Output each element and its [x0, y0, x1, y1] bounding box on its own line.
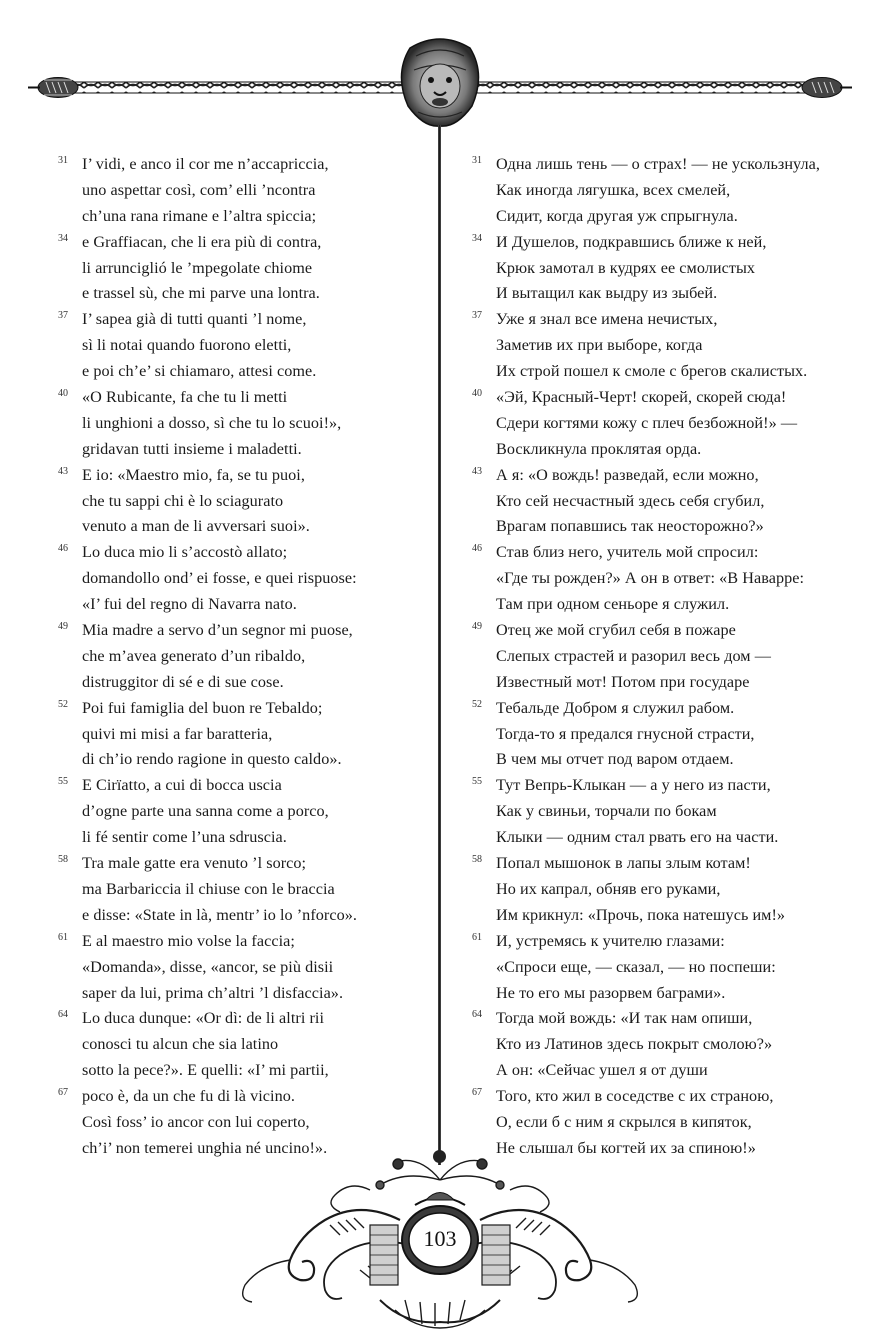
lion-mask	[401, 39, 478, 126]
tercet	[58, 230, 428, 308]
verse-line: li fé sentir come l’una sdruscia.	[82, 828, 287, 847]
verse-line: I’ sapea già di tutti quanti ’l nome,	[82, 310, 307, 329]
verse-line: di ch’io rendo ragione in questo caldo».	[82, 750, 342, 769]
verse-line: Попал мышонок в лапы злым котам!	[496, 854, 751, 873]
verse-line: E io: «Maestro mio, fa, se tu puoi,	[82, 465, 305, 484]
verse-line: Lo duca mio li s’accostò allato;	[82, 543, 288, 562]
tercet	[472, 230, 852, 308]
verse-line: Известный мот! Потом при государе	[496, 672, 750, 691]
verse-line: И Душелов, подкравшись ближе к ней,	[496, 232, 767, 251]
verse-line: О, если б с ним я скрылся в кипяток,	[496, 1112, 752, 1131]
verse-number: 52	[472, 698, 482, 710]
verse-line: e trassel sù, che mi parve una lontra.	[82, 284, 320, 303]
verse-line: А я: «О вождь! разведай, если можно,	[496, 465, 759, 484]
verse-line: e poi ch’e’ si chiamaro, attesi come.	[82, 362, 317, 381]
page-number: 103	[423, 1226, 457, 1251]
russian-text-column	[472, 152, 852, 1162]
verse-line: Крюк замотал в кудрях ее смолистых	[496, 258, 756, 277]
verse-line: poco è, da un che fu di là vicino.	[82, 1087, 295, 1106]
verse-line: Mia madre a servo d’un segnor mi puose,	[82, 621, 353, 640]
verse-line: И, устремясь к учителю глазами:	[496, 931, 725, 950]
verse-line: conosci tu alcun che sia latino	[82, 1035, 279, 1054]
verse-number: 64	[472, 1009, 482, 1021]
verse-line: Заметив их при выборе, когда	[496, 336, 703, 355]
right-finial	[802, 78, 852, 98]
verse-line: domandollo ond’ ei fosse, e quei rispuose:	[82, 569, 357, 588]
verse-line: Слепых страстей и разорил весь дом —	[496, 646, 771, 665]
verse-number: 31	[472, 155, 482, 166]
tercet	[472, 385, 852, 463]
verse-number: 61	[58, 931, 68, 943]
verse-number: 34	[58, 232, 68, 244]
tercet	[58, 152, 428, 230]
verse-line: Там при одном сеньоре я служил.	[496, 595, 730, 614]
verse-line: Сдери когтями кожу с плеч безбожной!» —	[496, 413, 798, 432]
verse-line: «Эй, Красный-Черт! скорей, скорей сюда!	[496, 388, 787, 407]
center-divider	[438, 125, 441, 1165]
tercet	[58, 773, 428, 851]
verse-line: uno aspettar così, com’ elli ’ncontra	[82, 180, 316, 199]
tercet	[58, 851, 428, 929]
verse-line: Кто из Латинов здесь покрыт смолою?»	[496, 1035, 773, 1054]
tercet	[472, 851, 852, 929]
verse-line: quivi mi misi a far baratteria,	[82, 724, 273, 743]
verse-number: 49	[58, 621, 68, 633]
verse-line: Отец же мой сгубил себя в пожаре	[496, 621, 736, 640]
verse-line: И вытащил как выдру из зыбей.	[496, 284, 718, 303]
verse-line: e disse: «State in là, mentr’ io lo ’nforco».	[82, 905, 357, 924]
verse-line: Того, кто жил в соседстве с их страною,	[496, 1087, 774, 1106]
verse-line: ma Barbariccia il chiuse con le braccia	[82, 879, 335, 898]
verse-number: 31	[58, 155, 68, 166]
verse-line: Lo duca dunque: «Or dì: de li altri rii	[82, 1009, 325, 1028]
verse-line: Как иногда лягушка, всех смелей,	[496, 180, 731, 199]
verse-line: А он: «Сейчас ушел я от души	[496, 1061, 708, 1080]
verse-line: Не то его мы разорвем баграми».	[496, 983, 726, 1002]
verse-number: 55	[472, 776, 482, 788]
verse-line: d’ogne parte una sanna come a porco,	[82, 802, 329, 821]
verse-number: 64	[58, 1009, 68, 1021]
italian-text-column	[58, 152, 428, 1162]
verse-line: Клыки — одним стал рвать его на части.	[496, 828, 779, 847]
tercet	[472, 1006, 852, 1084]
verse-number: 61	[472, 931, 482, 943]
tercet	[472, 773, 852, 851]
verse-number: 43	[472, 465, 482, 477]
verse-line: Их строй пошел к смоле с брегов скалистых.	[496, 362, 808, 381]
verse-line: Poi fui famiglia del buon re Tebaldo;	[82, 698, 323, 717]
tercet	[58, 307, 428, 385]
verse-number: 46	[472, 543, 482, 555]
verse-line: «O Rubicante, fa che tu li metti	[82, 388, 288, 407]
verse-line: Им крикнул: «Прочь, пока натешусь им!»	[496, 905, 786, 924]
tercet	[472, 929, 852, 1007]
verse-number: 37	[58, 310, 68, 322]
verse-number: 34	[472, 232, 482, 244]
verse-line: I’ vidi, e anco il cor me n’accapriccia,	[82, 155, 329, 173]
verse-line: venuto a man de li avversari suoi».	[82, 517, 310, 536]
verse-line: che m’avea generato d’un ribaldo,	[82, 646, 306, 665]
verse-number: 67	[58, 1087, 68, 1099]
verse-line: Тогда мой вождь: «И так нам опиши,	[496, 1009, 753, 1028]
verse-number: 40	[58, 388, 68, 400]
verse-line: E Cirïatto, a cui di bocca uscia	[82, 776, 282, 795]
verse-number: 55	[58, 776, 68, 788]
verse-number: 40	[472, 388, 482, 400]
verse-number: 58	[58, 854, 68, 866]
tercet	[472, 152, 852, 230]
verse-line: e Graffiacan, che li era più di contra,	[82, 232, 322, 251]
verse-line: Уже я знал все имена нечистых,	[496, 310, 718, 329]
tercet	[472, 463, 852, 541]
verse-line: Сидит, когда другая уж спрыгнула.	[496, 206, 738, 225]
verse-number: 52	[58, 698, 68, 710]
verse-line: ch’una rana rimane e l’altra spiccia;	[82, 206, 317, 225]
tercet	[58, 929, 428, 1007]
verse-number: 58	[472, 854, 482, 866]
tercet	[58, 385, 428, 463]
tercet	[472, 696, 852, 774]
verse-line: gridavan tutti insieme i maladetti.	[82, 439, 302, 458]
verse-line: Тут Вепрь-Клыкан — а у него из пасти,	[496, 776, 771, 795]
verse-line: Одна лишь тень — о страх! — не ускользнула,	[496, 155, 820, 173]
verse-line: sotto la pece?». E quelli: «I’ mi partii,	[82, 1061, 329, 1080]
verse-number: 67	[472, 1087, 482, 1099]
verse-number: 46	[58, 543, 68, 555]
tercet	[472, 307, 852, 385]
verse-line: ch’i’ non temerei unghia né uncino!».	[82, 1138, 328, 1157]
verse-line: distruggitor di sé e di sue cose.	[82, 672, 284, 691]
verse-number: 49	[472, 621, 482, 633]
verse-number: 37	[472, 310, 482, 322]
verse-line: «Спроси еще, — сказал, — но поспеши:	[496, 957, 776, 976]
verse-line: li arrunciglió le ’mpegolate chiome	[82, 258, 313, 277]
verse-line: «Где ты рожден?» А он в ответ: «В Наварре:	[496, 569, 805, 588]
verse-line: Тебальде Добром я служил рабом.	[496, 698, 735, 717]
verse-line: Как у свиньи, торчали по бокам	[496, 802, 717, 821]
verse-line: Но их капрал, обняв его руками,	[496, 879, 721, 898]
verse-number: 43	[58, 465, 68, 477]
verse-line: E al maestro mio volse la faccia;	[82, 931, 295, 950]
verse-line: li unghioni a dosso, sì che tu lo scuoi!»,	[82, 413, 342, 432]
tercet	[58, 696, 428, 774]
verse-line: Così foss’ io ancor con lui coperto,	[82, 1112, 310, 1131]
verse-line: «I’ fui del regno di Navarra nato.	[82, 595, 297, 614]
tercet	[58, 463, 428, 541]
verse-line: Став близ него, учитель мой спросил:	[496, 543, 759, 562]
left-finial	[28, 78, 78, 98]
tercet	[58, 618, 428, 696]
verse-line: Кто сей несчастный здесь себя сгубил,	[496, 491, 765, 510]
verse-line: Tra male gatte era venuto ’l sorco;	[82, 854, 307, 873]
verse-line: sì li notai quando fuorono eletti,	[82, 336, 292, 355]
verse-line: Врагам попавшись так неосторожно?»	[496, 517, 764, 536]
tercet	[472, 618, 852, 696]
verse-line: che tu sappi chi è lo sciagurato	[82, 491, 284, 510]
verse-line: Воскликнула проклятая орда.	[496, 439, 702, 458]
tercet	[472, 540, 852, 618]
tercet	[58, 1006, 428, 1084]
verse-line: «Domanda», disse, «ancor, se più disii	[82, 957, 334, 976]
verse-line: Тогда-то я предался гнусной страсти,	[496, 724, 755, 743]
verse-line: Не слышал бы когтей их за спиною!»	[496, 1138, 756, 1157]
verse-line: saper da lui, prima ch’altri ’l disfaccia».	[82, 983, 344, 1002]
tercet	[58, 540, 428, 618]
verse-line: В чем мы отчет под варом отдаем.	[496, 750, 734, 769]
